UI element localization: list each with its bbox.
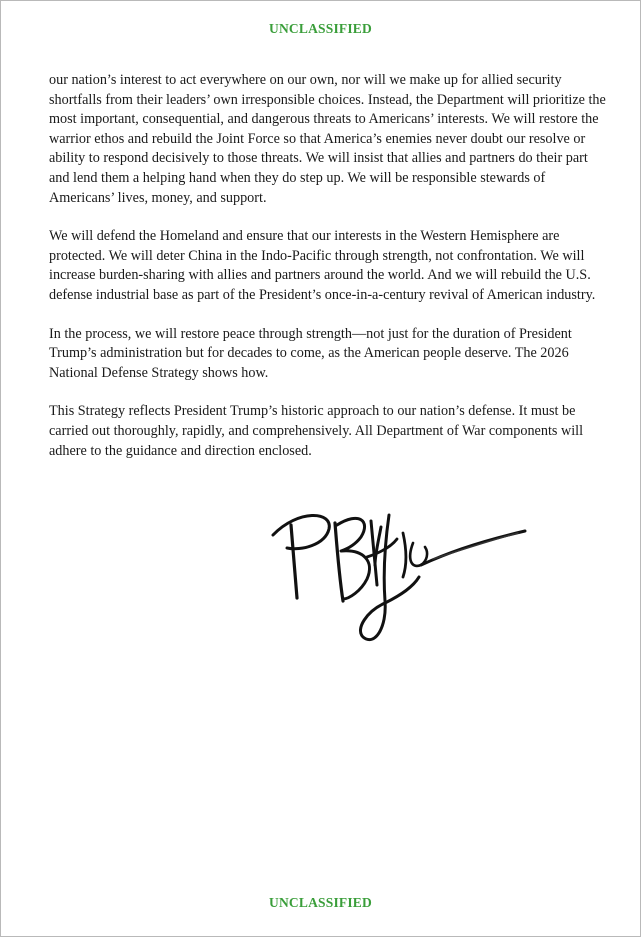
paragraph-4: This Strategy reflects President Trump’s historic approach to our nation’s defense. It must be carried out thoroughly, rapidly, and comprehensively. All Department of War components will adhere to the guidance and direction enclosed. bbox=[49, 403, 584, 459]
paragraph-2: We will defend the Homeland and ensure that our interests in the Western Hemisphere are protected. We will deter China in the Indo-Pacific through strength, not confrontation. We will increase burden-sharing with allies and partners around the world. And we will rebuild the U.S. defense industrial base as part of the President’s once-in-a-century revival of American industry. bbox=[49, 228, 596, 303]
paragraph-1: our nation’s interest to act everywhere on our own, nor will we make up for allied security shortfalls from their leaders’ own irresponsible choices. Instead, the Department will prioritize the most important, consequential, and dangerous threats to Americans’ interests. We will restore the warrior ethos and rebuild the Joint Force so that America’s enemies never doubt our resolve or ability to respond decisively to those threats. We will insist that allies and partners do their part and lend them a helping hand when they do step up. We will be responsible stewards of Americans’ lives, money, and support. bbox=[49, 72, 606, 206]
signature-icon bbox=[263, 503, 533, 653]
classification-marking-top: UNCLASSIFIED bbox=[269, 21, 372, 36]
classification-marking-bottom: UNCLASSIFIED bbox=[269, 895, 372, 910]
letter-body bbox=[49, 71, 609, 480]
paragraph-3: In the process, we will restore peace through strength—not just for the duration of President Trump’s administration but for decades to come, as the American people deserve. The 2026 National Defense Strategy shows how. bbox=[49, 325, 572, 381]
